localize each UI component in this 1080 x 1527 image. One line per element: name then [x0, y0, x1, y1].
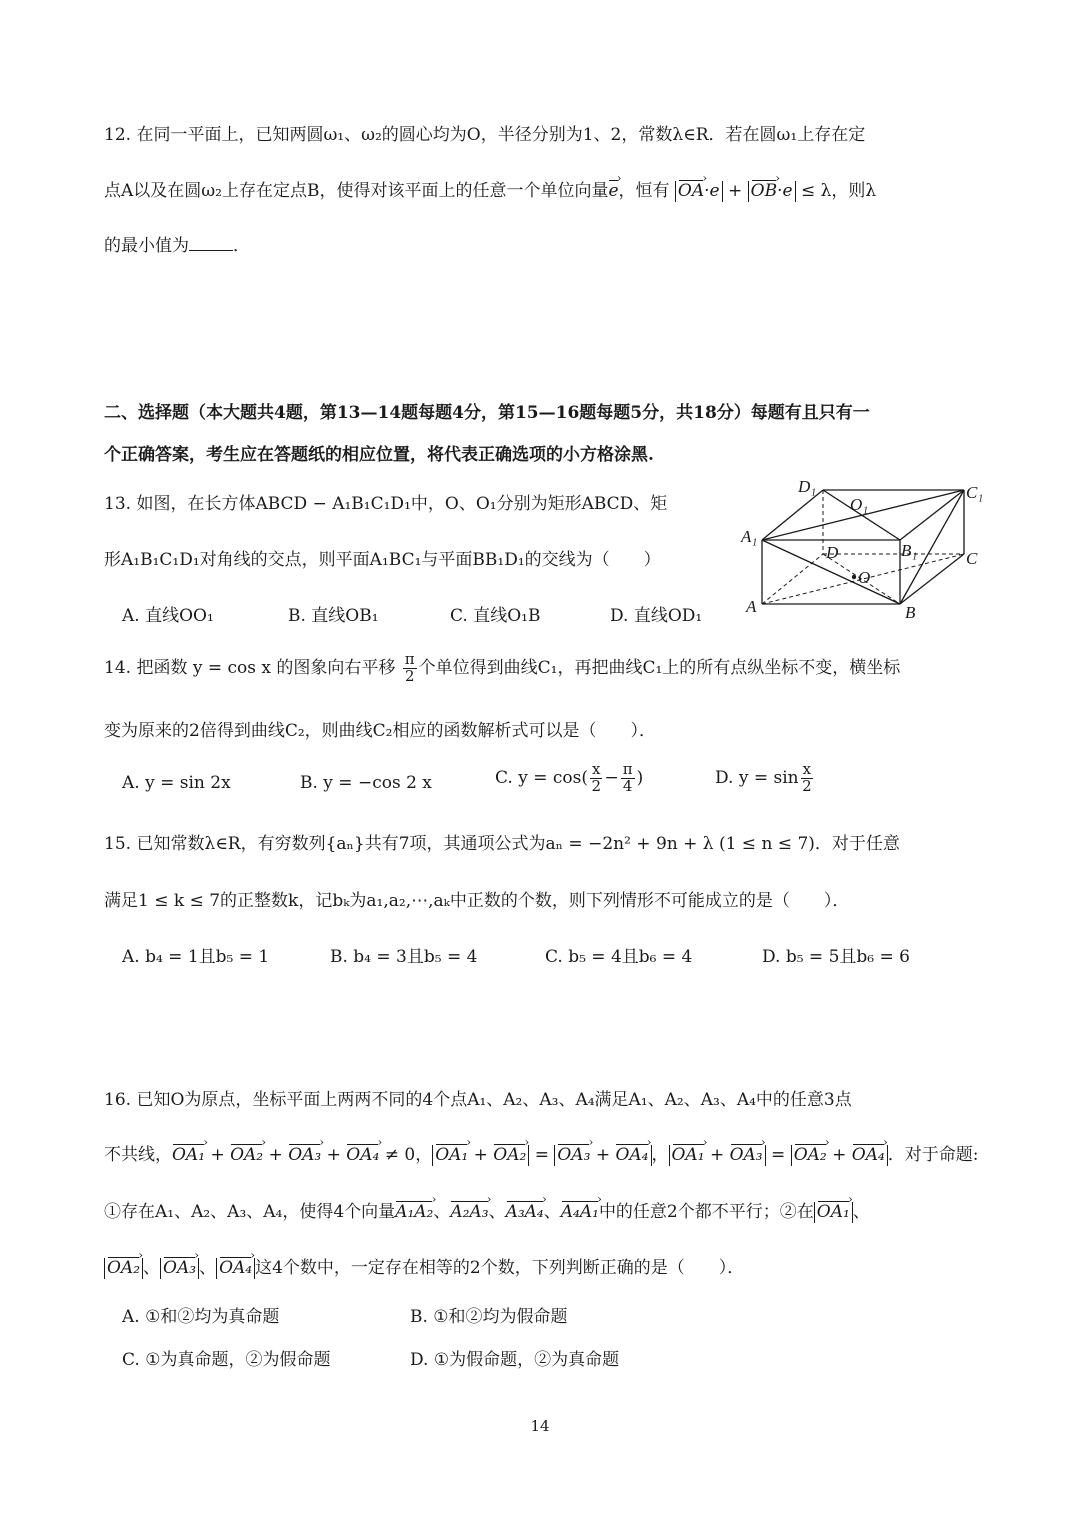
- separator: 、: [433, 1202, 451, 1222]
- plus-sign: +: [709, 1145, 725, 1165]
- vector-oa2: OA₂ ›: [493, 1145, 526, 1166]
- label-a: A: [746, 597, 757, 616]
- q12-line2-end: ≤ λ，则λ: [800, 181, 877, 201]
- separator: 、: [143, 1258, 161, 1278]
- vector-oa3: OA₃ ›: [288, 1145, 321, 1165]
- label-c: C: [966, 549, 978, 568]
- q15-option-d: D. b₅ = 5且b₆ = 6: [762, 947, 910, 967]
- q16-line4: [104, 1253, 744, 1279]
- q15-line2: 满足1 ≤ k ≤ 7的正整数k，记bₖ为a₁,a₂,⋯,aₖ中正数的个数，则下列情形不可能成立的是（ ）．: [104, 891, 850, 911]
- vector-oa4: OA₄ ›: [346, 1145, 379, 1165]
- q14-line1-text: 14. 把函数 y = cos x 的图象向右平移: [104, 657, 396, 678]
- q12-line3-end: ．: [233, 236, 250, 256]
- vector-oa: OA ›: [678, 181, 704, 202]
- vector-oa3: OA₃ ›: [730, 1145, 763, 1166]
- vector-oa1: OA₁ ›: [672, 1145, 705, 1166]
- vector-oa1: OA₁ ›: [817, 1202, 850, 1223]
- frac-den: 4: [622, 776, 633, 795]
- abs-oa-dot-e: [675, 181, 723, 202]
- abs-ob-dot-e: [748, 181, 796, 202]
- label-d: D: [826, 543, 839, 562]
- q12-line3-text: 的最小值为: [104, 236, 189, 256]
- q16-line3: [104, 1197, 870, 1223]
- label-d1: D₁: [798, 477, 817, 496]
- fraction-pi-over-2: [403, 652, 417, 685]
- abs-oa1: [814, 1202, 853, 1223]
- q13-option-a: A. 直线OO₁: [122, 606, 214, 626]
- vector-oa1: OA₁ ›: [435, 1145, 468, 1166]
- plus-sign: +: [595, 1145, 611, 1165]
- q12-line2: [104, 176, 876, 202]
- q16-line1: 16. 已知O为原点，坐标平面上两两不同的4个点A₁、A₂、A₃、A₄满足A₁、A₂、A₃、A₄中的任意3点: [104, 1090, 852, 1110]
- q14-option-b: B. y = −cos 2 x: [300, 773, 432, 793]
- plus-sign: +: [728, 181, 743, 201]
- q15-option-a: A. b₄ = 1且b₅ = 1: [122, 947, 270, 967]
- plus-sign: +: [326, 1145, 341, 1165]
- frac-den: 2: [802, 776, 812, 795]
- vector-oa1: OA₁ ›: [172, 1145, 205, 1165]
- q15-line1: 15. 已知常数λ∈R，有穷数列{aₙ}共有7项，其通项公式为aₙ = −2n² + 9n + λ (1 ≤ n ≤ 7)．对于任意: [104, 834, 900, 854]
- q14-line2: 变为原来的2倍得到曲线C₂，则曲线C₂相应的函数解析式可以是（ ）．: [104, 721, 656, 741]
- q15-option-b: B. b₄ = 3且b₅ = 4: [330, 947, 478, 967]
- cuboid-figure: [740, 476, 990, 626]
- frac-num: x: [591, 760, 601, 778]
- frac-num: π: [404, 650, 415, 668]
- vector-oa4: OA₄ ›: [615, 1145, 648, 1166]
- abs-oa2: [104, 1258, 143, 1279]
- comma: ，: [651, 1145, 669, 1165]
- equals-sign: =: [534, 1145, 549, 1165]
- q14-optc-post: ): [636, 767, 644, 788]
- unit-vector-e: e ›: [608, 181, 618, 201]
- frac-den: 2: [591, 776, 601, 795]
- vector-ob: OB ›: [751, 181, 777, 202]
- q14-line1-text2: 个单位得到曲线C₁，再把曲线C₁上的所有点纵坐标不变，横坐标: [418, 657, 901, 678]
- frac-num: π: [622, 760, 633, 778]
- q16-line3-pre: ①存在A₁、A₂、A₃、A₄，使得4个向量: [104, 1202, 396, 1222]
- vector-oa2: OA₂ ›: [107, 1258, 140, 1279]
- abs-oa3: [160, 1258, 199, 1279]
- q13-line1: 13. 如图，在长方体ABCD − A₁B₁C₁D₁中，O、O₁分别为矩形ABCD、矩: [104, 494, 668, 514]
- q12-line2-text2: ，恒有: [618, 181, 670, 201]
- answer-blank: [189, 250, 233, 251]
- label-b1: B₁: [901, 541, 918, 560]
- q14-optd-pre: D. y = sin: [715, 767, 799, 788]
- abs-oa1-plus-oa3: [669, 1145, 766, 1166]
- neq-zero: ≠ 0: [384, 1145, 416, 1165]
- label-a1: A₁: [741, 527, 758, 546]
- vector-oa2: OA₂ ›: [794, 1145, 827, 1166]
- q16-option-d: D. ①为假命题，②为真命题: [410, 1350, 620, 1370]
- frac-den: 2: [404, 666, 415, 685]
- q16-option-c: C. ①为真命题，②为假命题: [122, 1350, 331, 1370]
- plus-sign: +: [210, 1145, 225, 1165]
- q14-option-a: A. y = sin 2x: [122, 773, 231, 793]
- abs-oa3-plus-oa4: [554, 1145, 651, 1166]
- vector-oa3: OA₃ ›: [557, 1145, 590, 1166]
- frac-num: x: [802, 760, 812, 778]
- abs-oa4: [216, 1258, 255, 1279]
- abs-oa1-plus-oa2: [432, 1145, 529, 1166]
- plus-sign: +: [473, 1145, 488, 1165]
- q14-optc-pre: C. y = cos(: [495, 767, 588, 788]
- q16-line4-post: 这4个数中，一定存在相等的2个数，下列判断正确的是（ ）．: [255, 1258, 745, 1278]
- fraction-x-over-2: [590, 762, 602, 795]
- vector-a4a1: A₄A₁ ›: [561, 1202, 599, 1222]
- vector-a2a3: A₂A₃ ›: [450, 1202, 488, 1222]
- section2-heading-line1: 二、选择题（本大题共4题，第13—14题每题4分，第15—16题每题5分，共18分）每题有且只有一: [104, 403, 870, 423]
- abs-oa2-plus-oa4: [791, 1145, 888, 1166]
- q16-option-a: A. ①和②均为真命题: [122, 1307, 280, 1327]
- q13-option-b: B. 直线OB₁: [288, 606, 379, 626]
- q12-line2-text: 点A以及在圆ω₂上存在定点B，使得对该平面上的任意一个单位向量: [104, 181, 609, 201]
- vector-oa4: OA₄ ›: [852, 1145, 885, 1166]
- page-number: 14: [530, 1417, 550, 1435]
- q13-line2: 形A₁B₁C₁D₁对角线的交点，则平面A₁BC₁与平面BB₁D₁的交线为（ ）: [104, 550, 661, 570]
- equals-sign: =: [771, 1145, 786, 1165]
- separator: 、: [488, 1202, 506, 1222]
- q16-line3-post: 中的任意2个都不平行；②在: [598, 1202, 814, 1222]
- section2-heading-line2: 个正确答案，考生应在答题纸的相应位置，将代表正确选项的小方格涂黑.: [104, 445, 654, 465]
- fraction-pi-over-4: [621, 762, 635, 795]
- separator: 、: [543, 1202, 561, 1222]
- q14-option-d: [715, 762, 815, 795]
- vector-oa2: OA₂ ›: [230, 1145, 263, 1165]
- plus-sign: +: [832, 1145, 847, 1165]
- q12-line1: 12. 在同一平面上，已知两圆ω₁、ω₂的圆心均为O，半径分别为1、2，常数λ∈R．若在圆ω₁上存在定: [104, 125, 866, 145]
- q16-line2-pre: 不共线，: [104, 1145, 172, 1165]
- vector-oa4: OA₄ ›: [219, 1258, 252, 1279]
- label-o: O: [858, 568, 871, 587]
- point-o: [852, 575, 856, 579]
- label-c1: C₁: [966, 483, 984, 502]
- q16-line2-post: ．对于命题:: [887, 1145, 979, 1165]
- vector-a1a2: A₁A₂ ›: [395, 1202, 433, 1222]
- q14-line1: [104, 652, 900, 685]
- q16-line2: [104, 1140, 979, 1166]
- vector-a3a4: A₃A₄ ›: [506, 1202, 544, 1222]
- label-o1: O₁: [850, 495, 869, 514]
- q12-line3: [104, 231, 250, 256]
- fraction-x-over-2: [801, 762, 813, 795]
- q13-option-c: C. 直线O₁B: [450, 606, 541, 626]
- q13-option-d: D. 直线OD₁: [610, 606, 703, 626]
- comma: ，: [415, 1145, 433, 1165]
- dot-e: ·e: [704, 181, 720, 201]
- label-b: B: [905, 603, 916, 622]
- separator: 、: [852, 1202, 870, 1222]
- plus-sign: +: [268, 1145, 283, 1165]
- dot-e: ·e: [777, 181, 793, 201]
- separator: 、: [199, 1258, 217, 1278]
- vector-oa3: OA₃ ›: [163, 1258, 196, 1279]
- q15-option-c: C. b₅ = 4且b₆ = 4: [545, 947, 693, 967]
- q16-option-b: B. ①和②均为假命题: [410, 1307, 568, 1327]
- q14-option-c: [495, 762, 643, 795]
- minus-sign: −: [604, 767, 619, 788]
